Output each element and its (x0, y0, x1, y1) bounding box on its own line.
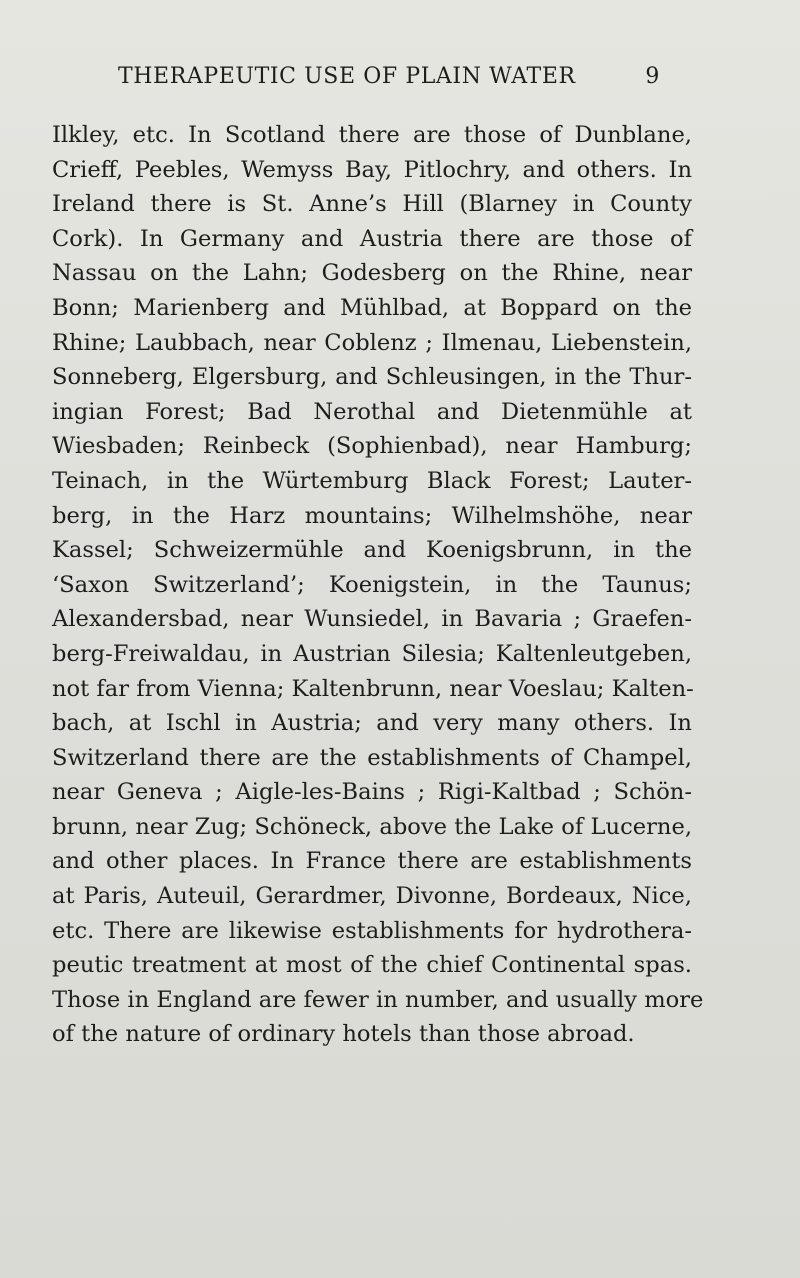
text-line: Sonneberg, Elgersburg, and Schleusingen, in the Thur- (52, 364, 692, 391)
text-line: Ireland there is St. Anne’s Hill (Blarney in County (52, 191, 692, 218)
text-line: Those in England are fewer in number, and usually more (52, 986, 704, 1013)
page-number: 9 (645, 64, 660, 89)
text-line: etc. There are likewise establishments for hydrothera- (52, 917, 692, 944)
text-line: not far from Vienna; Kaltenbrunn, near Voeslau; Kalten- (52, 675, 694, 702)
text-line: ‘Saxon Switzerland’; Koenigstein, in the Taunus; (52, 571, 692, 598)
body-paragraph (52, 118, 704, 1052)
text-line: of the nature of ordinary hotels than those abroad. (52, 1021, 635, 1048)
text-line: Wiesbaden; Reinbeck (Sophienbad), near Hamburg; (52, 433, 692, 460)
text-line: Ilkley, etc. In Scotland there are those of Dunblane, (52, 122, 692, 148)
text-line: Kassel; Schweizermühle and Koenigsbrunn, in the (52, 537, 692, 564)
running-head (118, 62, 658, 92)
text-line: brunn, near Zug; Schöneck, above the Lake of Lucerne, (52, 813, 692, 840)
text-line: Rhine; Laubbach, near Coblenz ; Ilmenau, Liebenstein, (52, 329, 692, 356)
text-line: Cork). In Germany and Austria there are those of (52, 225, 692, 252)
text-line: Teinach, in the Würtemburg Black Forest; Lauter- (52, 467, 692, 494)
text-line: Bonn; Marienberg and Mühlbad, at Boppard on the (52, 294, 692, 321)
text-line: Alexandersbad, near Wunsiedel, in Bavaria ; Graefen- (52, 606, 692, 633)
text-line: Switzerland there are the establishments of Champel, (52, 744, 692, 771)
text-line: bach, at Ischl in Austria; and very many others. In (52, 710, 692, 737)
text-line: and other places. In France there are establishments (52, 848, 692, 875)
text-line: Crieff, Peebles, Wemyss Bay, Pitlochry, and others. In (52, 156, 692, 183)
running-title: THERAPEUTIC USE OF PLAIN WATER (118, 64, 576, 89)
text-line: berg, in the Harz mountains; Wilhelmshöhe, near (52, 502, 692, 529)
text-line: at Paris, Auteuil, Gerardmer, Divonne, Bordeaux, Nice, (52, 883, 692, 910)
text-line: berg-Freiwaldau, in Austrian Silesia; Kaltenleutgeben, (52, 640, 692, 667)
text-line: peutic treatment at most of the chief Continental spas. (52, 952, 692, 979)
text-line: Nassau on the Lahn; Godesberg on the Rhine, near (52, 260, 692, 287)
text-line: near Geneva ; Aigle-les-Bains ; Rigi-Kaltbad ; Schön- (52, 779, 692, 806)
text-line: ingian Forest; Bad Nerothal and Dietenmühle at (52, 398, 692, 425)
